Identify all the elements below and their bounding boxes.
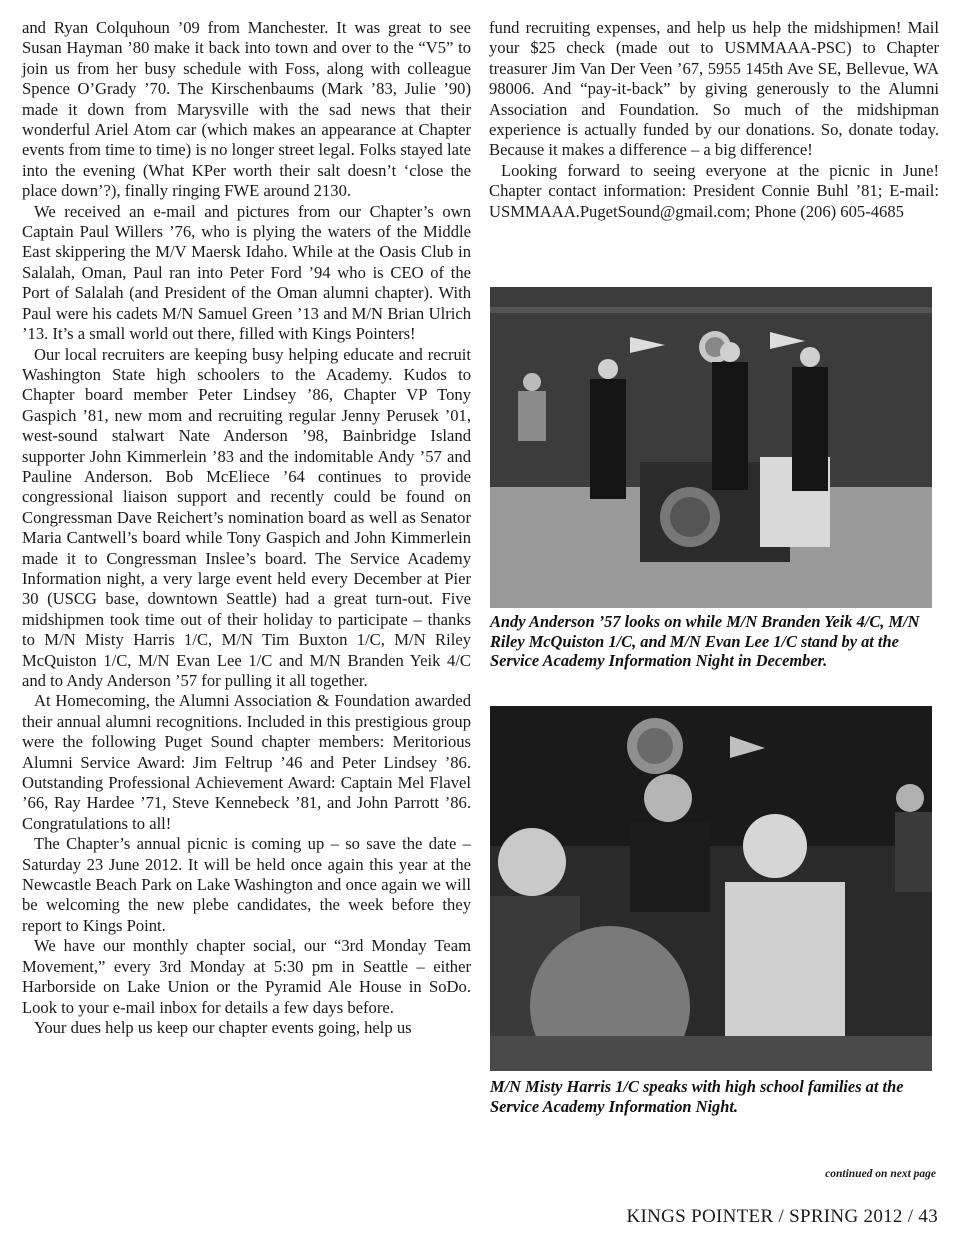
photo-midshipmen-display — [490, 287, 932, 608]
paragraph: We received an e-mail and pictures from our Chapter’s own Captain Paul Willers ’76, who is plying the waters of the Middle East skippering the M/V Maersk Idaho. While at the Oasis Club in Salalah, Oman, Paul ran into Peter Ford ’94 who is CEO of the Port of Salalah (and President of the Oman alumni chapter). With Paul were his cadets M/N Samuel Green ’13 and M/N Brian Ulrich ’13. It’s a small world out there, filled with Kings Pointers! — [22, 201, 471, 344]
paragraph: and Ryan Colquhoun ’09 from Manchester. It was great to see Susan Hayman ’80 make it back into town and over to the “V5” to join us from her busy schedule with Foss, along with colleague Spence O’Grady ’70. The Kirschenbaums (Mark ’83, Julie ’90) made it down from Marysville with the sad news that their wonderful Ariel Atom car (which makes an appearance at Chapter events from time to time) is no longer street legal. Folks stayed late into the evening (What KPer worth their salt doesn’t ‘close the place down’?), finally ringing FWE around 2130. — [22, 18, 471, 201]
paragraph: fund recruiting expenses, and help us help the midshipmen! Mail your $25 check (made out to USMMAAA-PSC) to Chapter treasurer Jim Van Der Veen ’67, 5955 145th Ave SE, Bellevue, WA 98006. And “pay-it-back” by giving generously to the Alumni Association and Foundation. So much of the midshipman experience is actually funded by our donations. So, donate today. Because it makes a difference – a big difference! — [489, 18, 939, 160]
photo-caption: M/N Misty Harris 1/C speaks with high school families at the Service Academy Information Night. — [490, 1077, 904, 1116]
photo-information-night — [490, 706, 932, 1071]
page-footer: KINGS POINTER / SPRING 2012 / 43 — [626, 1206, 938, 1227]
photo-caption: Andy Anderson ’57 looks on while M/N Branden Yeik 4/C, M/N Riley McQuiston 1/C, and M/N Evan Lee 1/C stand by at the Service Academy Information Night in December. — [490, 612, 920, 671]
paragraph: Looking forward to seeing everyone at the picnic in June! Chapter contact information: President Connie Buhl ’81; E-mail: USMMAAA.PugetSound@gmail.com; Phone (206) 605-4685 — [489, 160, 939, 221]
paragraph: At Homecoming, the Alumni Association & Foundation awarded their annual alumni recognitions. Included in this prestigious group were the following Puget Sound chapter members: Meritorious Alumni Service Award: Jim Feltrup ’46 and Peter Lindsey ’86. Outstanding Professional Achievement Award: Captain Mel Flavel ’66, Ray Hardee ’71, Steve Kennebeck ’81, and John Parrott ’86. Congratulations to all! — [22, 691, 471, 833]
paragraph: We have our monthly chapter social, our “3rd Monday Team Movement,” every 3rd Monday at 5:30 pm in Seattle – either Harborside on Lake Union or the Pyramid Ale House in SoDo. Look to your e-mail inbox for details a few days before. — [22, 936, 471, 1017]
article-column-right — [489, 18, 939, 222]
paragraph: Your dues help us keep our chapter events going, help us — [34, 1017, 412, 1037]
continued-note: continued on next page — [825, 1168, 936, 1180]
paragraph: Our local recruiters are keeping busy helping educate and recruit Washington State high schoolers to the Academy. Kudos to Chapter board member Peter Lindsey ’86, Chapter VP Tony Gaspich ’81, new mom and recruiting regular Jenny Perusek ’01, west-sound stalwart Nate Anderson ’98, Bainbridge Island supporter John Kimmerlein ’83 and the indomitable Andy ’57 and Pauline Anderson. Bob McEliece ’64 continues to provide congressional liaison support and recently could be found on Congressman Dave Reichert’s nomination board as well as Senator Maria Cantwell’s board while Tony Gaspich and John Kimmerlein made it to Congressman Inslee’s board. The Service Academy Information night, a very large event held every December at Pier 30 (USCG base, downtown Seattle) had a great turn-out. Five midshipmen took time out of their holiday to participate – thanks to M/N Misty Harris 1/C, M/N Tim Buxton 1/C, M/N Riley McQuiston 1/C, M/N Evan Lee 1/C and M/N Branden Yeik 4/C and to Andy Anderson ’57 for pulling it all together. — [22, 344, 471, 690]
article-column-left — [22, 18, 471, 1038]
paragraph: The Chapter’s annual picnic is coming up – so save the date – Saturday 23 June 2012. It will be held once again this year at the Newcastle Beach Park on Lake Washington and once again we will be welcoming the new plebe candidates, the week before they report to Kings Point. — [22, 834, 471, 935]
